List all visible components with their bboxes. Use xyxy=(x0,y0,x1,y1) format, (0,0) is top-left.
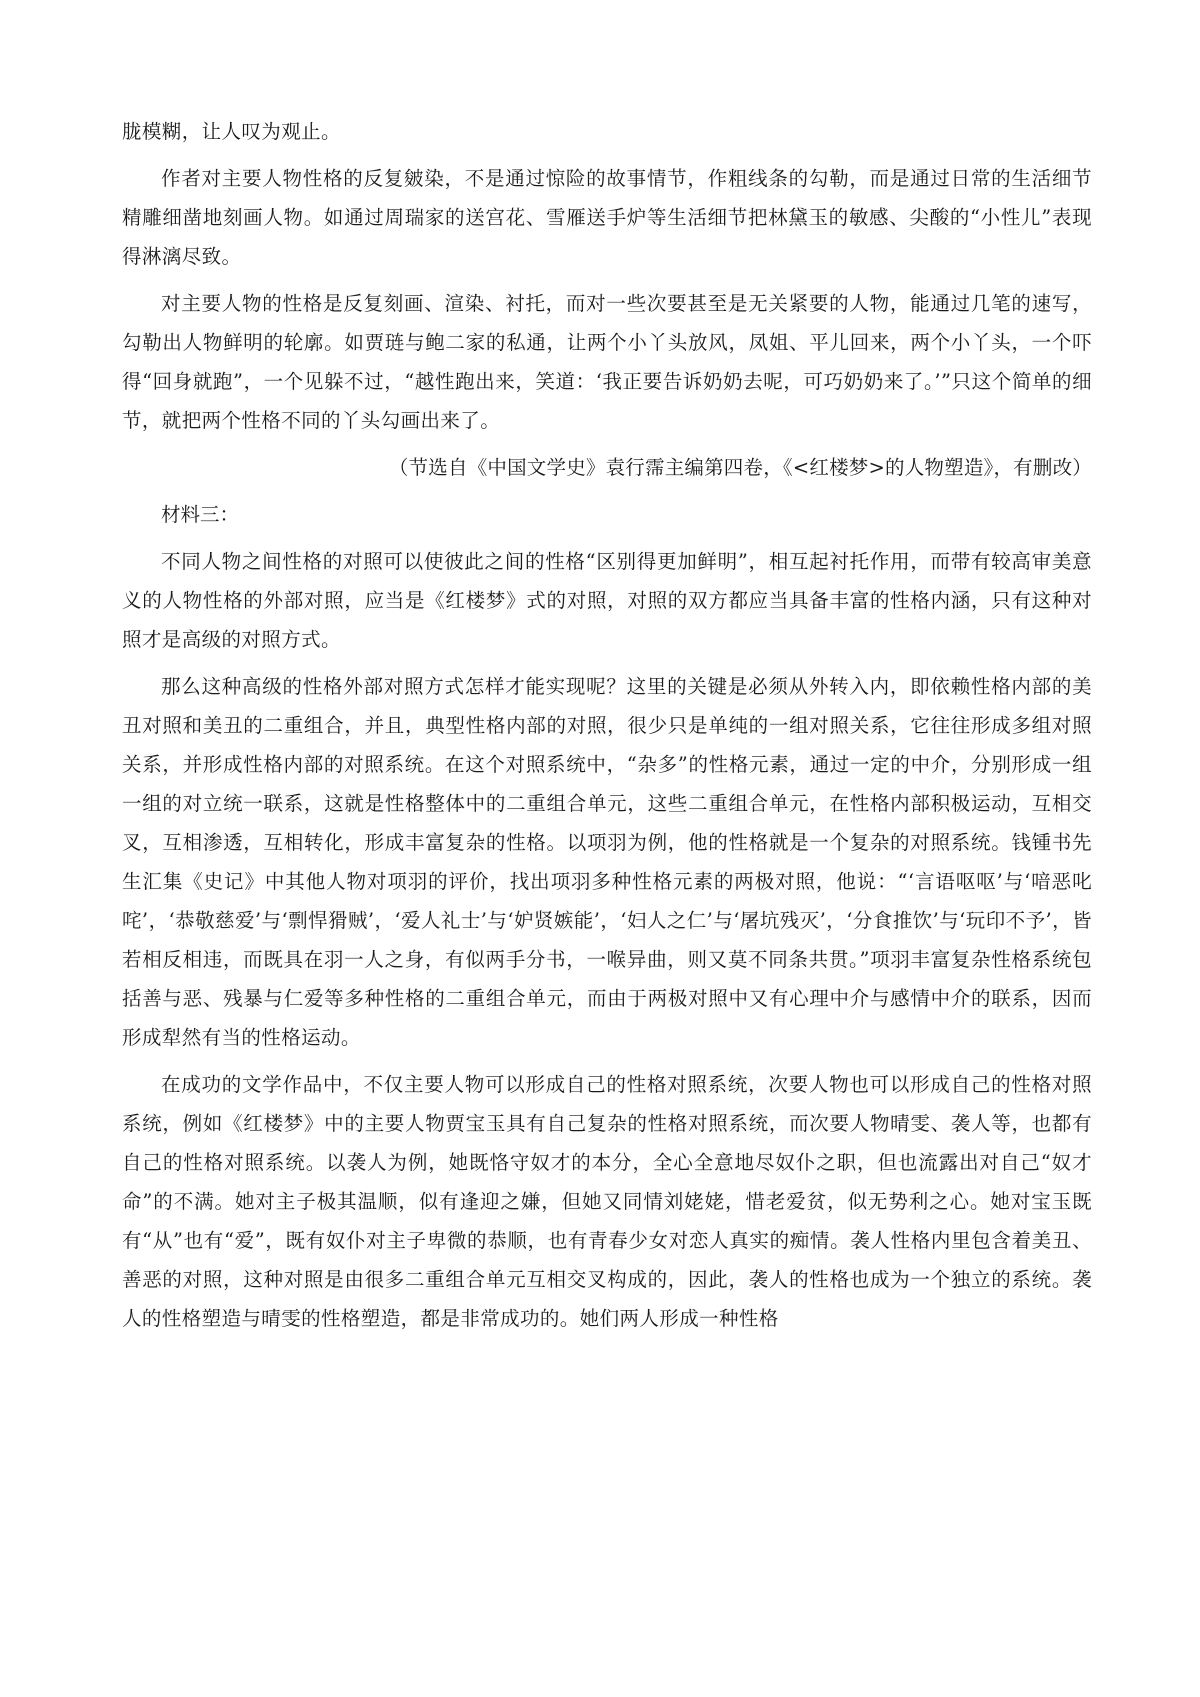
paragraph-continuation: 胧模糊，让人叹为观止。 xyxy=(122,120,341,143)
section-heading-material-three: 材料三： xyxy=(161,503,240,526)
paragraph-minor-characters: 对主要人物的性格是反复刻画、渲染、衬托，而对一些次要甚至是无关紧要的人物，能通过几笔的速写，勾勒出人物鲜明的轮廓。如贾琏与鲍二家的私通，让两个小丫头放风，凤姐、平儿回来，两个小丫头，一个吓得“回身就跑”，一个见躲不过，“越性跑出来，笑道：‘我正要告诉奶奶去呢，可巧奶奶来了。’”只这个简单的细节，就把两个性格不同的丫头勾画出来了。 xyxy=(122,292,1092,432)
paragraph-xiren: 在成功的文学作品中，不仅主要人物可以形成自己的性格对照系统，次要人物也可以形成自己的性格对照系统，例如《红楼梦》中的主要人物贾宝玉具有自己复杂的性格对照系统，而次要人物晴雯、袭人等，也都有自己的性格对照系统。以袭人为例，她既恪守奴才的本分，全心全意地尽奴仆之职，但也流露出对自己“奴才命”的不满。她对主子极其温顺，似有逢迎之嫌，但她又同情刘姥姥，惜老爱贫，似无势利之心。她对宝玉既有“从”也有“爱”，既有奴仆对主子卑微的恭顺，也有青春少女对恋人真实的痴情。袭人性格内里包含着美丑、善恶的对照，这种对照是由很多二重组合单元互相交叉构成的，因此，袭人的性格也成为一个独立的系统。袭人的性格塑造与晴雯的性格塑造，都是非常成功的。她们两人形成一种性格 xyxy=(122,1073,1092,1330)
paragraph-contrast-intro: 不同人物之间性格的对照可以使彼此之间的性格“区别得更加鲜明”，相互起衬托作用，而带有较高审美意义的人物性格的外部对照，应当是《红楼梦》式的对照，对照的双方都应当具备丰富的性格内涵，只有这种对照才是高级的对照方式。 xyxy=(122,550,1092,651)
source-citation: （节选自《中国文学史》袁行霈主编第四卷，《<红楼梦>的人物塑造》，有删改） xyxy=(388,456,1092,479)
paragraph-xiang-yu: 那么这种高级的性格外部对照方式怎样才能实现呢？这里的关键是必须从外转入内，即依赖性格内部的美丑对照和美丑的二重组合，并且，典型性格内部的对照，很少只是单纯的一组对照关系，它往往形成多组对照关系，并形成性格内部的对照系统。在这个对照系统中，“杂多”的性格元素，通过一定的中介，分别形成一组一组的对立统一联系，这就是性格整体中的二重组合单元，这些二重组合单元，在性格内部积极运动，互相交叉，互相渗透，互相转化，形成丰富复杂的性格。以项羽为例，他的性格就是一个复杂的对照系统。钱锺书先生汇集《史记》中其他人物对项羽的评价，找出项羽多种性格元素的两极对照，他说：“‘言语呕呕’与‘喑恶叱咤’，‘恭敬慈爱’与‘剽悍猾贼’，‘爱人礼士’与‘妒贤嫉能’，‘妇人之仁’与‘屠坑残灭’，‘分食推饮’与‘玩印不予’，皆若相反相违，而既具在羽一人之身，有似两手分书，一喉异曲，则又莫不同条共贯。”项羽丰富复杂性格系统包括善与恶、残暴与仁爱等多种性格的二重组合单元，而由于两极对照中又有心理中介与感情中介的联系，因而形成犁然有当的性格运动。 xyxy=(122,675,1092,1049)
paragraph-character-detail: 作者对主要人物性格的反复皴染，不是通过惊险的故事情节，作粗线条的勾勒，而是通过日常的生活细节精雕细凿地刻画人物。如通过周瑞家的送宫花、雪雁送手炉等生活细节把林黛玉的敏感、尖酸的“小性儿”表现得淋漓尽致。 xyxy=(122,167,1092,268)
